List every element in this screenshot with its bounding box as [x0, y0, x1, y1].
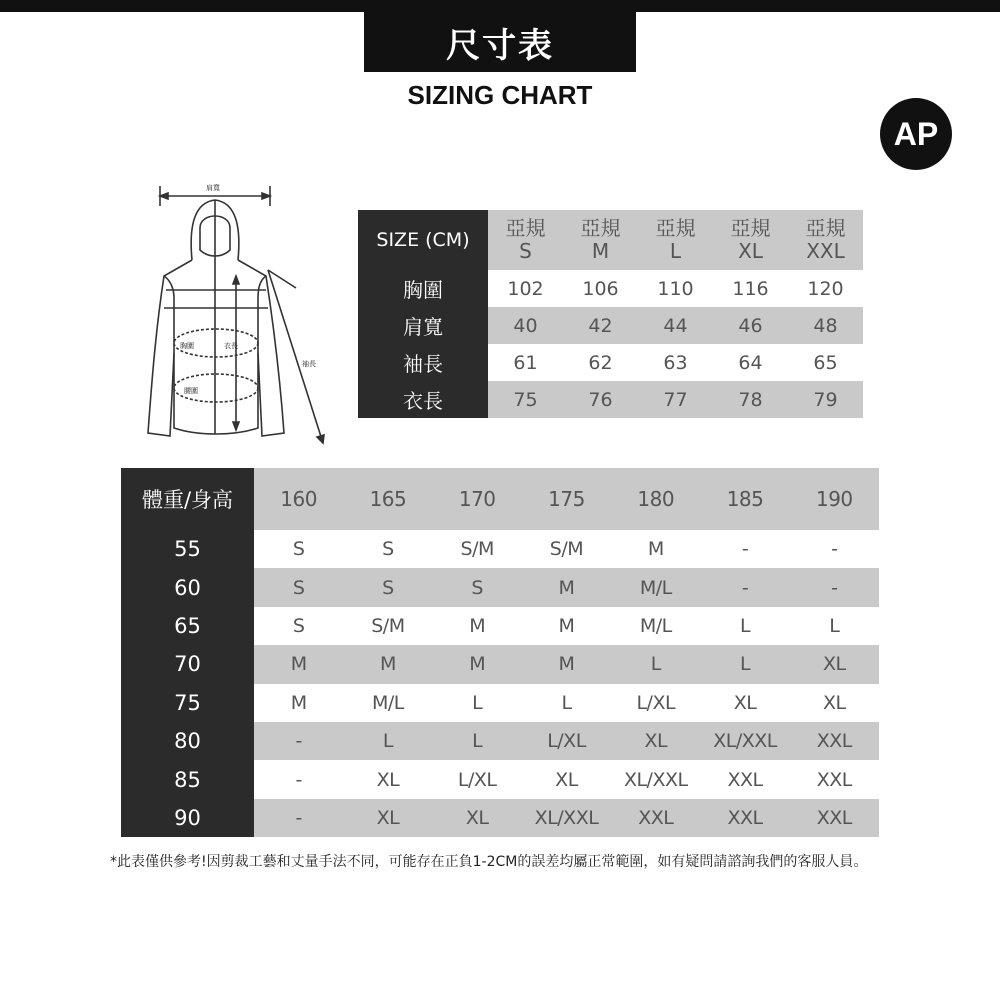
table-cell: M	[433, 645, 522, 683]
size-column-header: 亞規 XXL	[788, 210, 863, 270]
height-header: 165	[343, 468, 432, 530]
height-header: 180	[611, 468, 700, 530]
table-cell: 79	[788, 381, 863, 418]
table-cell: XXL	[790, 799, 879, 837]
table-cell: 61	[513, 351, 538, 374]
table-cell: 102	[507, 277, 544, 300]
table-cell: S	[343, 568, 432, 606]
table-cell: 62	[588, 351, 613, 374]
table-cell: L	[700, 645, 789, 683]
table-cell: -	[295, 768, 302, 791]
table-cell: L/XL	[636, 691, 676, 714]
height-header: 190	[790, 468, 879, 530]
table-cell: XL	[343, 799, 432, 837]
table-cell: -	[254, 722, 343, 760]
table-cell: S	[433, 568, 522, 606]
table-cell: M	[647, 538, 664, 561]
table-row	[358, 270, 863, 307]
size-table	[358, 210, 863, 418]
table-cell: XL	[555, 768, 578, 791]
table-cell: M	[522, 645, 611, 683]
height-header: 175	[522, 468, 611, 530]
table-cell: S	[292, 538, 305, 561]
row-label: 袖長	[358, 344, 488, 381]
row-label: 肩寬	[358, 307, 488, 344]
fit-table-corner: 體重/身高	[121, 468, 254, 530]
table-cell: L	[740, 614, 751, 637]
table-cell: 65	[813, 351, 838, 374]
table-cell: 46	[713, 307, 788, 344]
table-cell: M	[254, 645, 343, 683]
size-table-header	[358, 210, 863, 270]
table-cell: -	[741, 538, 749, 561]
table-row	[121, 568, 879, 606]
table-cell: L	[343, 722, 432, 760]
table-row	[121, 607, 879, 645]
table-cell: S	[382, 538, 394, 561]
table-cell: S/M	[371, 614, 405, 637]
table-cell: XXL	[611, 799, 700, 837]
height-header: 170	[433, 468, 522, 530]
row-label: 胸圍	[358, 270, 488, 307]
table-cell: 64	[738, 351, 763, 374]
table-cell: -	[254, 799, 343, 837]
table-cell: M	[343, 645, 432, 683]
weight-label: 65	[121, 607, 254, 645]
table-cell: XL/XXL	[700, 722, 789, 760]
weight-label: 60	[121, 568, 254, 606]
size-column-header: 亞規 XL	[713, 210, 788, 270]
page-title: 尺寸表	[364, 12, 636, 72]
table-cell: 44	[638, 307, 713, 344]
table-cell: XL/XXL	[522, 799, 611, 837]
table-cell: S/M	[549, 538, 584, 561]
brand-badge: AP	[880, 98, 952, 170]
fit-table-header	[121, 468, 879, 530]
table-cell: 116	[732, 277, 769, 300]
table-cell: M/L	[371, 691, 404, 714]
table-cell: 42	[563, 307, 638, 344]
jacket-diagram	[118, 178, 358, 453]
height-header: 160	[254, 468, 343, 530]
table-cell: S	[292, 614, 305, 637]
table-cell: XL	[790, 645, 879, 683]
chest-label: 胸圍	[180, 342, 194, 350]
table-cell: L	[472, 691, 483, 714]
table-row	[121, 722, 879, 760]
table-cell: 110	[657, 277, 694, 300]
weight-label: 75	[121, 684, 254, 722]
row-label: 衣長	[358, 381, 488, 418]
size-column-header: 亞規 S	[488, 210, 563, 270]
sleeve-label: 袖長	[302, 360, 316, 368]
table-cell: 78	[713, 381, 788, 418]
table-cell: M/L	[639, 614, 672, 637]
table-cell: L	[433, 722, 522, 760]
table-cell: XL	[733, 691, 757, 714]
size-column-header: 亞規 M	[563, 210, 638, 270]
table-row	[121, 760, 879, 798]
table-row	[358, 344, 863, 381]
table-row	[358, 381, 863, 418]
table-cell: XXL	[727, 768, 763, 791]
page-subtitle: SIZING CHART	[407, 80, 593, 110]
table-cell: XL	[611, 722, 700, 760]
table-cell: 75	[488, 381, 563, 418]
table-cell: 40	[488, 307, 563, 344]
table-cell: XL	[433, 799, 522, 837]
table-cell: L	[561, 691, 572, 714]
table-cell: -	[700, 568, 789, 606]
table-cell: XXL	[700, 799, 789, 837]
hem-label: 腰圍	[184, 387, 198, 395]
table-cell: S	[254, 568, 343, 606]
table-row	[121, 684, 879, 722]
table-row	[121, 530, 879, 568]
table-cell: L	[611, 645, 700, 683]
table-cell: L	[829, 614, 840, 637]
table-cell: S/M	[460, 538, 494, 561]
table-cell: L/XL	[457, 768, 497, 791]
table-cell: 76	[563, 381, 638, 418]
table-cell: 120	[807, 277, 844, 300]
table-cell: XXL	[790, 722, 879, 760]
fit-table	[121, 468, 879, 837]
table-cell: M/L	[611, 568, 700, 606]
table-cell: M	[469, 614, 486, 637]
table-row	[121, 645, 879, 683]
weight-label: 80	[121, 722, 254, 760]
weight-label: 55	[121, 530, 254, 568]
length-label: 衣長	[224, 342, 238, 350]
table-cell: M	[558, 614, 575, 637]
table-cell: M	[522, 568, 611, 606]
table-cell: -	[831, 538, 838, 561]
table-cell: -	[790, 568, 879, 606]
size-table-corner: SIZE (CM)	[358, 210, 488, 270]
shoulder-label: 肩寬	[206, 184, 220, 192]
weight-label: 90	[121, 799, 254, 837]
top-bar	[0, 0, 1000, 12]
table-row	[358, 307, 863, 344]
table-cell: XXL	[816, 768, 852, 791]
table-cell: XL	[823, 691, 846, 714]
weight-label: 70	[121, 645, 254, 683]
size-column-header: 亞規 L	[638, 210, 713, 270]
table-cell: 106	[582, 277, 619, 300]
table-cell: L/XL	[522, 722, 611, 760]
table-cell: 77	[638, 381, 713, 418]
table-cell: XL/XXL	[623, 768, 688, 791]
disclaimer-note: *此表僅供參考!因剪裁工藝和丈量手法不同，可能存在正負1-2CM的誤差均屬正常範圍，如有疑問請諮詢我們的客服人員。	[110, 854, 868, 870]
table-cell: 63	[663, 351, 688, 374]
table-row	[121, 799, 879, 837]
table-cell: 48	[788, 307, 863, 344]
weight-label: 85	[121, 760, 254, 798]
table-cell: M	[290, 691, 307, 714]
height-header: 185	[700, 468, 789, 530]
table-cell: XL	[376, 768, 400, 791]
